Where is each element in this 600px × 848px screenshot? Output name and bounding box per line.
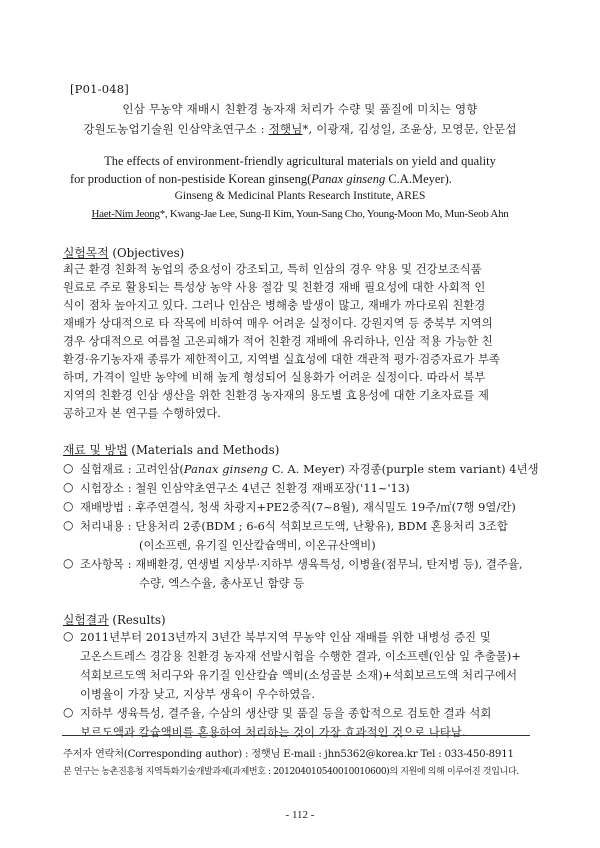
title-en-species: Panax ginseng bbox=[311, 172, 386, 186]
results-line: 보르도액과 칼슘액비를 혼용하여 처리하는 것이 가장 효과적인 것으로 나타남. bbox=[80, 726, 466, 739]
title-en-line2-post: C.A.Meyer). bbox=[385, 172, 452, 186]
title-ko: 인삼 무농약 재배시 친환경 농자재 처리가 수량 및 품질에 미치는 영향 bbox=[122, 102, 478, 116]
corresponding-author: 주저자 연락처(Corresponding author) : 정햇님 E-mail : jhn5362@korea.kr Tel : 033-450-8911 bbox=[63, 749, 514, 760]
methods-heading-en: (Materials and Methods) bbox=[127, 443, 280, 457]
paper-id: [P01-048] bbox=[70, 82, 129, 96]
methods-bullet: ○ bbox=[63, 556, 74, 570]
objectives-line: 하며, 가격이 일반 농약에 비해 높게 형성되어 실용화가 어려운 실정이다. 따라서 북부 bbox=[63, 371, 486, 384]
results-bullet: ○ bbox=[63, 705, 74, 719]
objectives-line: 식이 점차 높아지고 있다. 그러나 인삼은 병해충 발생이 많고, 재배가 까다로워 친환경 bbox=[63, 299, 486, 312]
results-line: 석회보르도액 처리구와 유기질 인산칼슘 액비(소성골분 소재)+석회보르도액 처리구에서 bbox=[80, 669, 518, 682]
results-line: 고온스트레스 경감용 친환경 농자재 선발시험을 수행한 결과, 이소프렌(인삼 잎 추출물)+ bbox=[80, 650, 521, 663]
methods-item: 재배방법 : 후주연결식, 청색 차광지+PE2중직(7~8월), 재식밀도 19주/㎡(7행 9열/칸) bbox=[80, 501, 516, 514]
methods-bullet: ○ bbox=[63, 461, 74, 475]
results-line: 이병율이 가장 낮고, 지상부 생육이 우수하였음. bbox=[80, 688, 316, 701]
page-number: - 112 - bbox=[285, 809, 315, 821]
objectives-line: 최근 환경 친화적 농업의 중요성이 강조되고, 특히 인삼의 경우 약용 및 건강보조식품 bbox=[63, 263, 482, 276]
objectives-line: 원료로 주로 활용되는 특성상 농약 사용 절감 및 친환경 재배 필요성에 대한 사회적 인 bbox=[63, 281, 486, 294]
authors-ko-rest: *, 이광재, 김성일, 조윤상, 모영문, 안문섭 bbox=[302, 122, 517, 136]
results-heading bbox=[63, 611, 166, 628]
objectives-heading-ko: 실험목적 bbox=[63, 246, 109, 260]
methods-item-text: C. A. Meyer) 자경종(purple stem variant) 4년생 bbox=[268, 463, 539, 476]
methods-item: 처리내용 : 단용처리 2종(BDM ; 6-6식 석회보르도액, 난황유), BDM 혼용처리 3조합 bbox=[80, 520, 508, 533]
methods-bullet: ○ bbox=[63, 499, 74, 513]
authors-en bbox=[0, 208, 600, 220]
methods-item-cont: 수량, 엑스수율, 총사포닌 함량 등 bbox=[139, 577, 305, 590]
objectives-line: 환경·유기농자재 종류가 제한적이고, 지역별 실효성에 대한 객관적 평가·검증자료가 부족 bbox=[63, 353, 501, 366]
title-en-line2 bbox=[70, 172, 452, 187]
methods-bullet: ○ bbox=[63, 480, 74, 494]
affiliation-ko-prefix: 강원도농업기술원 인삼약초연구소 : bbox=[83, 122, 269, 136]
results-heading-ko: 실험결과 bbox=[63, 613, 109, 627]
objectives-line: 지역의 친환경 인삼 생산을 위한 친환경 농자재의 용도별 효용성에 대한 기초자료를 제 bbox=[63, 389, 490, 402]
methods-item-species: Panax ginseng bbox=[183, 463, 269, 476]
objectives-line: 공하고자 본 연구를 수행하였다. bbox=[63, 407, 221, 420]
methods-item-cont: (이소프렌, 유기질 인산칼슘액비, 이온규산액비) bbox=[139, 539, 376, 552]
objectives-line: 경우 상대적으로 여름철 고온피해가 적어 친환경 재배에 유리하나, 인삼 적용 가능한 친 bbox=[63, 335, 493, 348]
objectives-line: 재배가 상대적으로 타 작목에 비하여 매우 어려운 실정이다. 강원지역 등 중북부 지역의 bbox=[63, 317, 493, 330]
affiliation-en: Ginseng & Medicinal Plants Research Institute, ARES bbox=[174, 190, 426, 202]
results-bullet: ○ bbox=[63, 629, 74, 643]
first-author-en: Haet-Nim Jeong bbox=[91, 208, 160, 220]
footer-divider bbox=[62, 735, 530, 736]
funding-note: 본 연구는 농촌진흥청 지역특화기술개발과제(과제번호 : 201204010540010010600)의 지원에 의해 이루어진 것입니다. bbox=[63, 767, 519, 777]
results-line: 지하부 생육특성, 결주율, 수삼의 생산량 및 품질 등을 종합적으로 검토한 결과 석회 bbox=[80, 707, 492, 720]
results-heading-en: (Results) bbox=[108, 613, 166, 627]
results-line: 2011년부터 2013년까지 3년간 북부지역 무농약 인삼 재배를 위한 내병성 증진 및 bbox=[80, 631, 491, 644]
methods-heading bbox=[63, 441, 279, 458]
title-en-line2-pre: for production of non-pestiside Korean ginseng( bbox=[70, 172, 312, 186]
title-en-line1: The effects of environment-friendly agricultural materials on yield and quality bbox=[104, 154, 496, 168]
methods-item: 조사항목 : 재배환경, 연생별 지상부·지하부 생육특성, 이병율(점무늬, 탄저병 등), 결주율, bbox=[80, 558, 523, 571]
first-author-ko: 정햇님 bbox=[268, 122, 303, 136]
affiliation-ko bbox=[0, 121, 600, 137]
authors-en-rest: *, Kwang-Jae Lee, Sung-Il Kim, Youn-Sang Cho, Young-Moon Mo, Mun-Seob Ahn bbox=[159, 208, 509, 220]
methods-heading-ko: 재료 및 방법 bbox=[63, 443, 128, 457]
methods-item bbox=[80, 461, 539, 477]
objectives-heading-en: (Objectives) bbox=[108, 246, 185, 260]
methods-item-text: 실험재료 : 고려인삼( bbox=[80, 463, 184, 476]
methods-item: 시험장소 : 철원 인삼약초연구소 4년근 친환경 재배포장('11~'13) bbox=[80, 482, 410, 495]
objectives-heading bbox=[63, 244, 184, 261]
methods-bullet: ○ bbox=[63, 518, 74, 532]
